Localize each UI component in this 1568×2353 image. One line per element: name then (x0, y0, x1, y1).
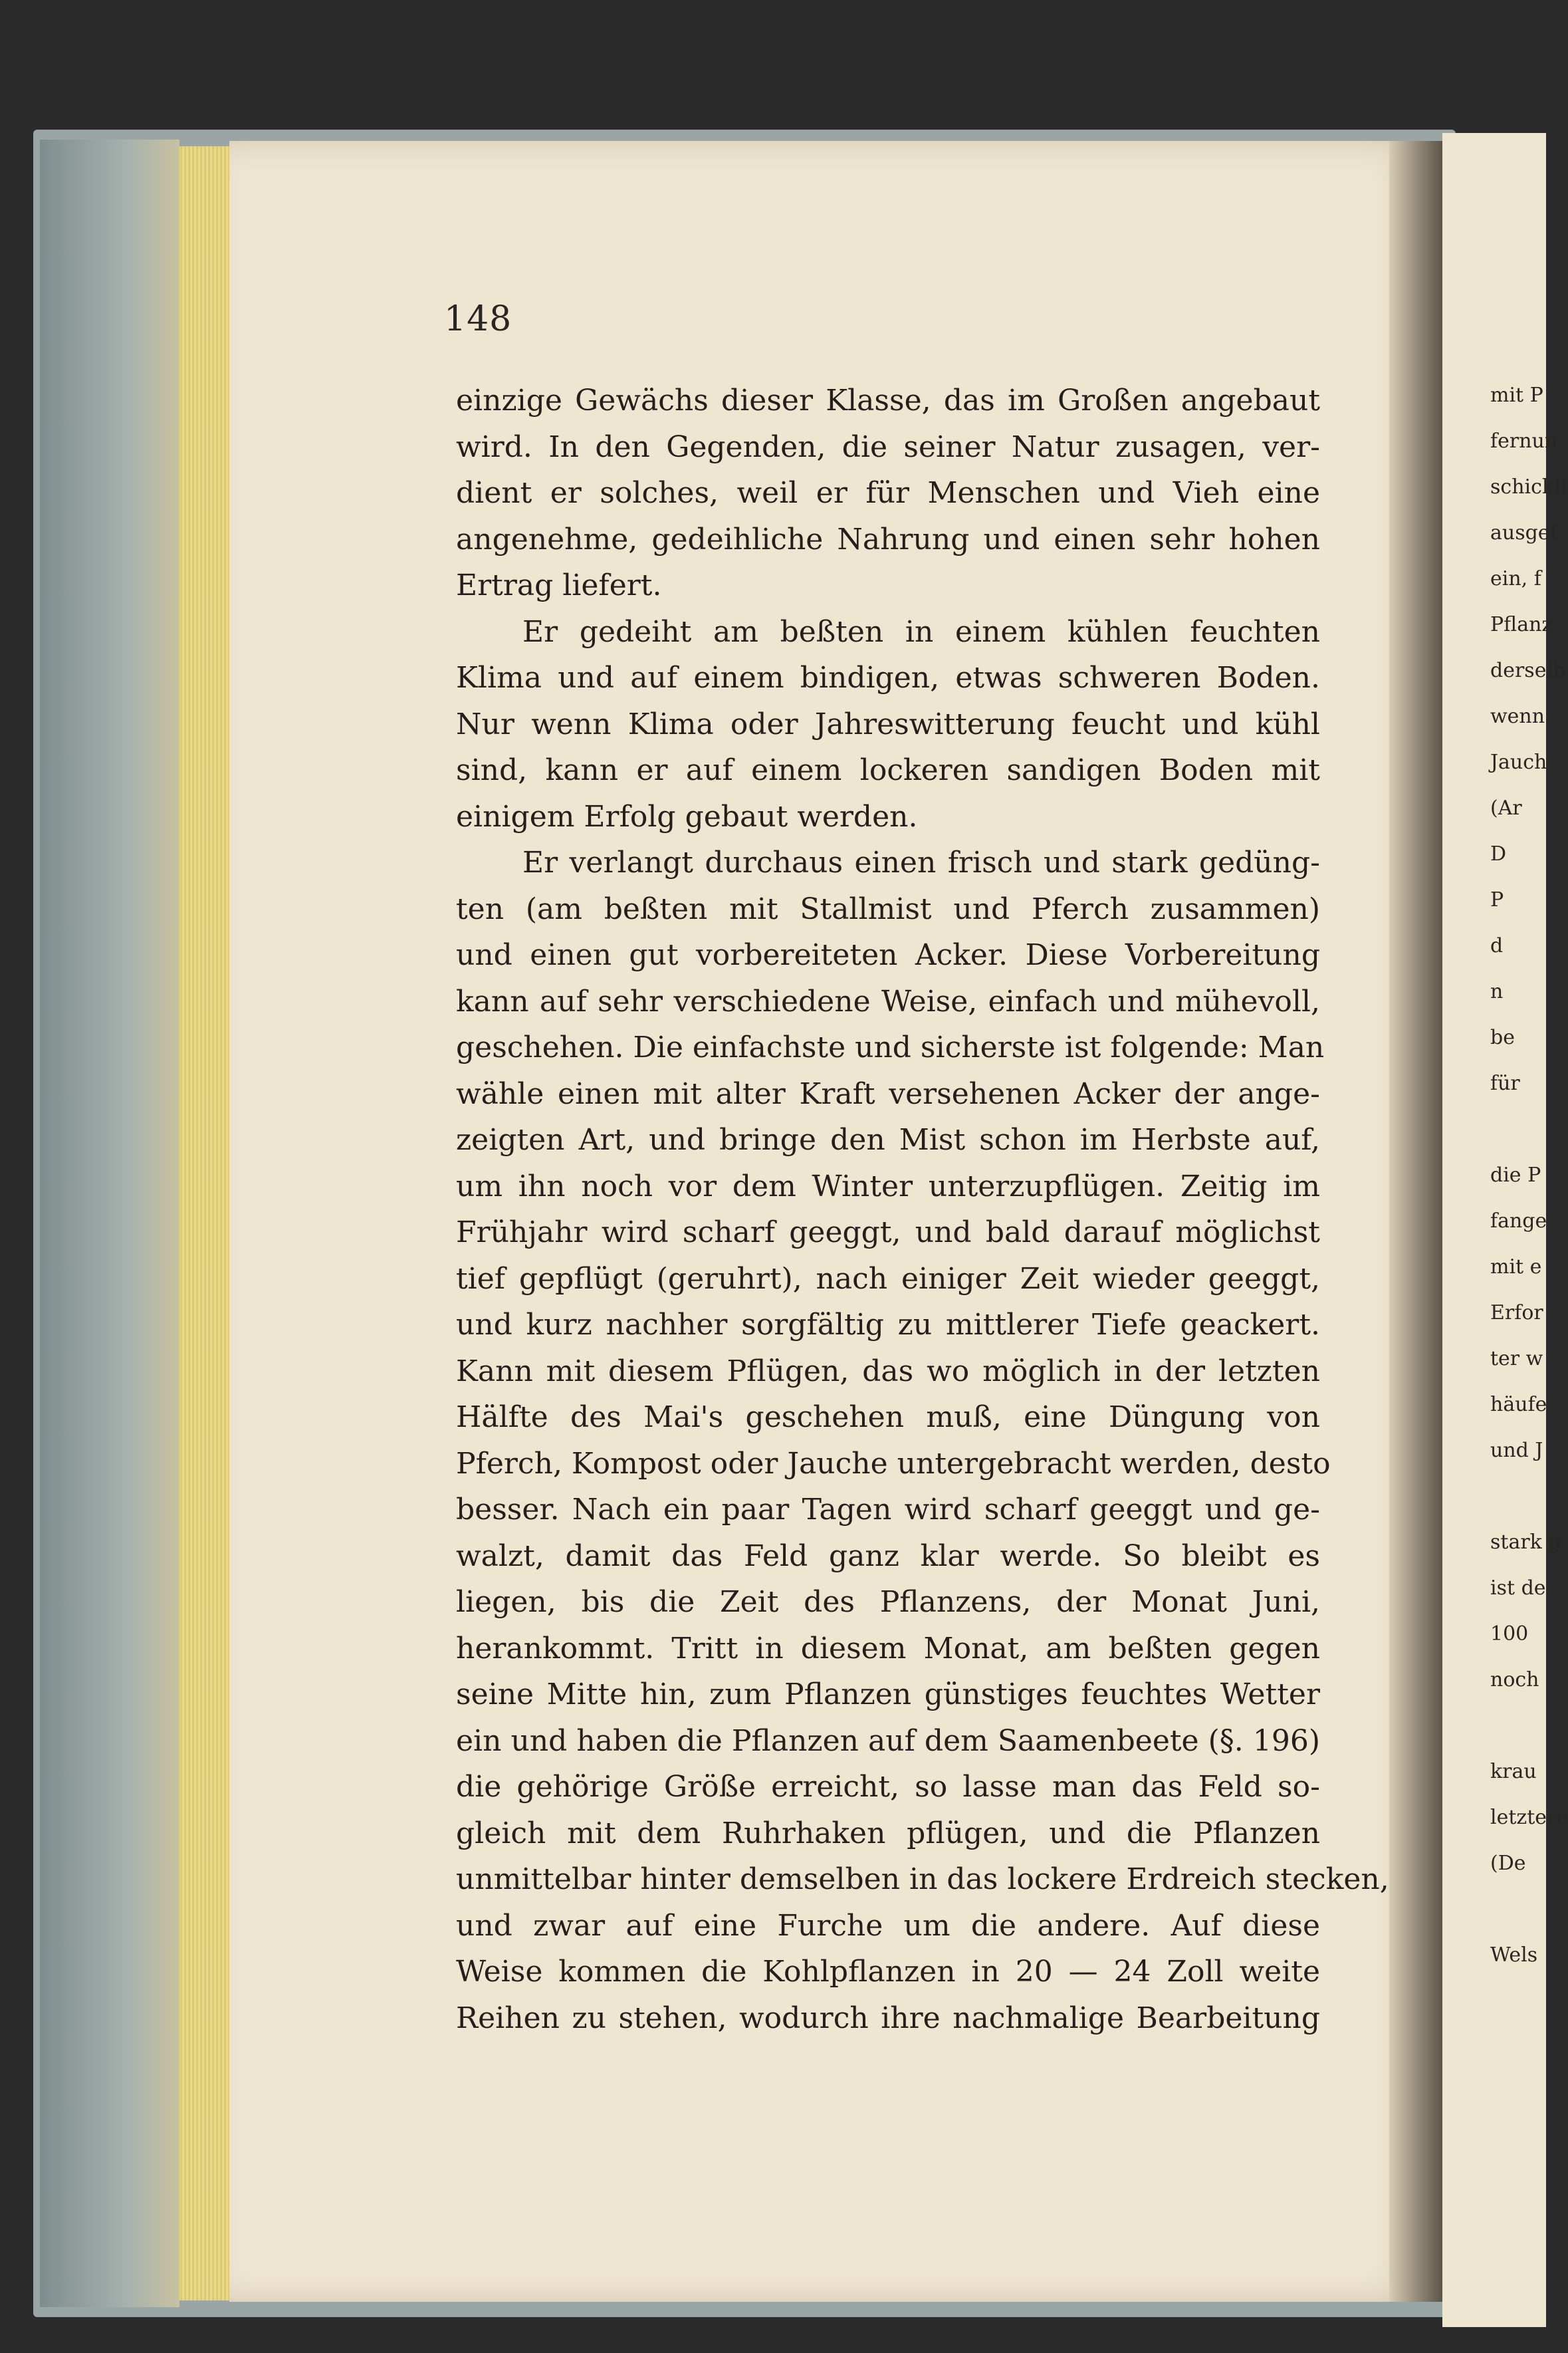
margin-fragment: mit e (1490, 1255, 1542, 1279)
text-line: Hälfte des Mai's geschehen muß, eine Düngung von (456, 1400, 1320, 1434)
text-line: Nur wenn Klima oder Jahreswitterung feucht und kühl (456, 707, 1320, 741)
margin-fragment: fernun (1490, 430, 1558, 453)
text-line: Kann mit diesem Pflügen, das wo möglich in der letzten (456, 1354, 1320, 1388)
margin-fragment: mit P (1490, 384, 1543, 407)
book-gutter (1389, 141, 1442, 2302)
margin-fragment: und J (1490, 1439, 1543, 1462)
margin-fragment (1490, 1106, 1546, 1152)
text-line: und einen gut vorbereiteten Acker. Diese Vorbereitung (456, 938, 1320, 972)
text-line: besser. Nach ein paar Tagen wird scharf geeggt und ge- (456, 1493, 1320, 1527)
book-spine (40, 140, 179, 2307)
margin-fragment: Jauch (1490, 751, 1547, 774)
right-page-fragment (1490, 372, 1568, 1978)
margin-fragment: (De (1490, 1852, 1526, 1875)
text-line: Ertrag liefert. (456, 568, 662, 602)
text-line: Er gedeiht am beßten in einem kühlen feuchten (522, 614, 1320, 649)
text-line: Frühjahr wird scharf geeggt, und bald darauf möglichst (456, 1215, 1320, 1249)
margin-fragment: d (1490, 934, 1504, 957)
text-line: einigem Erfolg gebaut werden. (456, 799, 918, 834)
text-line: die gehörige Größe erreicht, so lasse man das Feld so- (456, 1770, 1320, 1804)
margin-fragment: fange (1490, 1209, 1547, 1233)
margin-fragment (1490, 1886, 1546, 1932)
margin-fragment (1490, 1473, 1546, 1519)
margin-fragment: stark g (1490, 1531, 1561, 1554)
text-line: und zwar auf eine Furche um die andere. Auf diese (456, 1908, 1320, 1943)
text-line: ein und haben die Pflanzen auf dem Saamenbeete (§. 196) (456, 1723, 1320, 1758)
margin-fragment: P (1490, 888, 1504, 912)
margin-fragment: die P (1490, 1164, 1541, 1187)
text-line: wähle einen mit alter Kraft versehenen Acker der ange- (456, 1076, 1320, 1111)
body-text (456, 378, 1389, 2041)
text-line: kann auf sehr verschiedene Weise, einfach und mühevoll, (456, 984, 1320, 1019)
margin-fragment: Erfor (1490, 1301, 1543, 1324)
text-line: angenehme, gedeihliche Nahrung und einen sehr hohen (456, 522, 1320, 557)
margin-fragment: n (1490, 980, 1504, 1003)
margin-fragment: be (1490, 1026, 1515, 1049)
margin-fragment: derselb (1490, 659, 1566, 682)
text-line: gleich mit dem Ruhrhaken pflügen, und die Pflanzen (456, 1816, 1320, 1850)
text-line: sind, kann er auf einem lockeren sandigen Boden mit (456, 753, 1320, 787)
margin-fragment: letztere (1490, 1806, 1568, 1829)
text-line: seine Mitte hin, zum Pflanzen günstiges feuchtes Wetter (456, 1677, 1320, 1711)
text-line: Pferch, Kompost oder Jauche untergebracht werden, desto (456, 1446, 1331, 1481)
text-line: walzt, damit das Feld ganz klar werde. So bleibt es (456, 1539, 1320, 1573)
text-line: Weise kommen die Kohlpflanzen in 20 — 24 Zoll weite (456, 1955, 1320, 1989)
margin-fragment: ausgef (1490, 521, 1557, 545)
page-number: 148 (444, 299, 512, 339)
text-line: und kurz nachher sorgfältig zu mittlerer Tiefe geackert. (456, 1308, 1320, 1342)
margin-fragment: noch (1490, 1668, 1539, 1691)
text-line: wird. In den Gegenden, die seiner Natur zusagen, ver- (456, 430, 1320, 464)
text-line: tief gepflügt (geruhrt), nach einiger Zeit wieder geeggt, (456, 1261, 1320, 1296)
text-line: Reihen zu stehen, wodurch ihre nachmalige Bearbeitung (456, 2001, 1320, 2035)
margin-fragment: ter w (1490, 1347, 1543, 1370)
margin-fragment: krau (1490, 1760, 1537, 1783)
text-line: dient er solches, weil er für Menschen und Vieh eine (456, 476, 1320, 510)
margin-fragment: Pflanz (1490, 613, 1553, 636)
margin-fragment: ein, f (1490, 567, 1541, 590)
text-line: geschehen. Die einfachste und sicherste ist folgende: Man (456, 1031, 1325, 1064)
margin-fragment: für (1490, 1072, 1520, 1095)
page-edges (179, 146, 229, 2300)
text-line: ten (am beßten mit Stallmist und Pferch zusammen) (456, 892, 1320, 926)
margin-fragment: Wels (1490, 1943, 1538, 1967)
text-line: Klima und auf einem bindigen, etwas schweren Boden. (456, 661, 1320, 695)
text-line: herankommt. Tritt in diesem Monat, am beßten gegen (456, 1631, 1320, 1666)
margin-fragment: häufe (1490, 1393, 1547, 1416)
text-line: unmittelbar hinter demselben in das lockere Erdreich stecken, (456, 1862, 1389, 1896)
margin-fragment: ist de (1490, 1576, 1546, 1600)
margin-fragment (1490, 1703, 1546, 1749)
text-line: Er verlangt durchaus einen frisch und stark gedüng- (522, 846, 1320, 880)
text-line: um ihn noch vor dem Winter unterzupflügen. Zeitig im (456, 1169, 1320, 1203)
text-line: liegen, bis die Zeit des Pflanzens, der Monat Juni, (456, 1585, 1320, 1619)
text-line: einzige Gewächs dieser Klasse, das im Großen angebaut (456, 384, 1320, 418)
margin-fragment: D (1490, 842, 1507, 866)
margin-fragment: wenn (1490, 705, 1545, 728)
margin-fragment: schickli (1490, 475, 1567, 499)
margin-fragment: (Ar (1490, 797, 1522, 820)
margin-fragment: 100 (1490, 1622, 1529, 1646)
text-line: zeigten Art, und bringe den Mist schon im Herbste auf, (456, 1123, 1320, 1157)
